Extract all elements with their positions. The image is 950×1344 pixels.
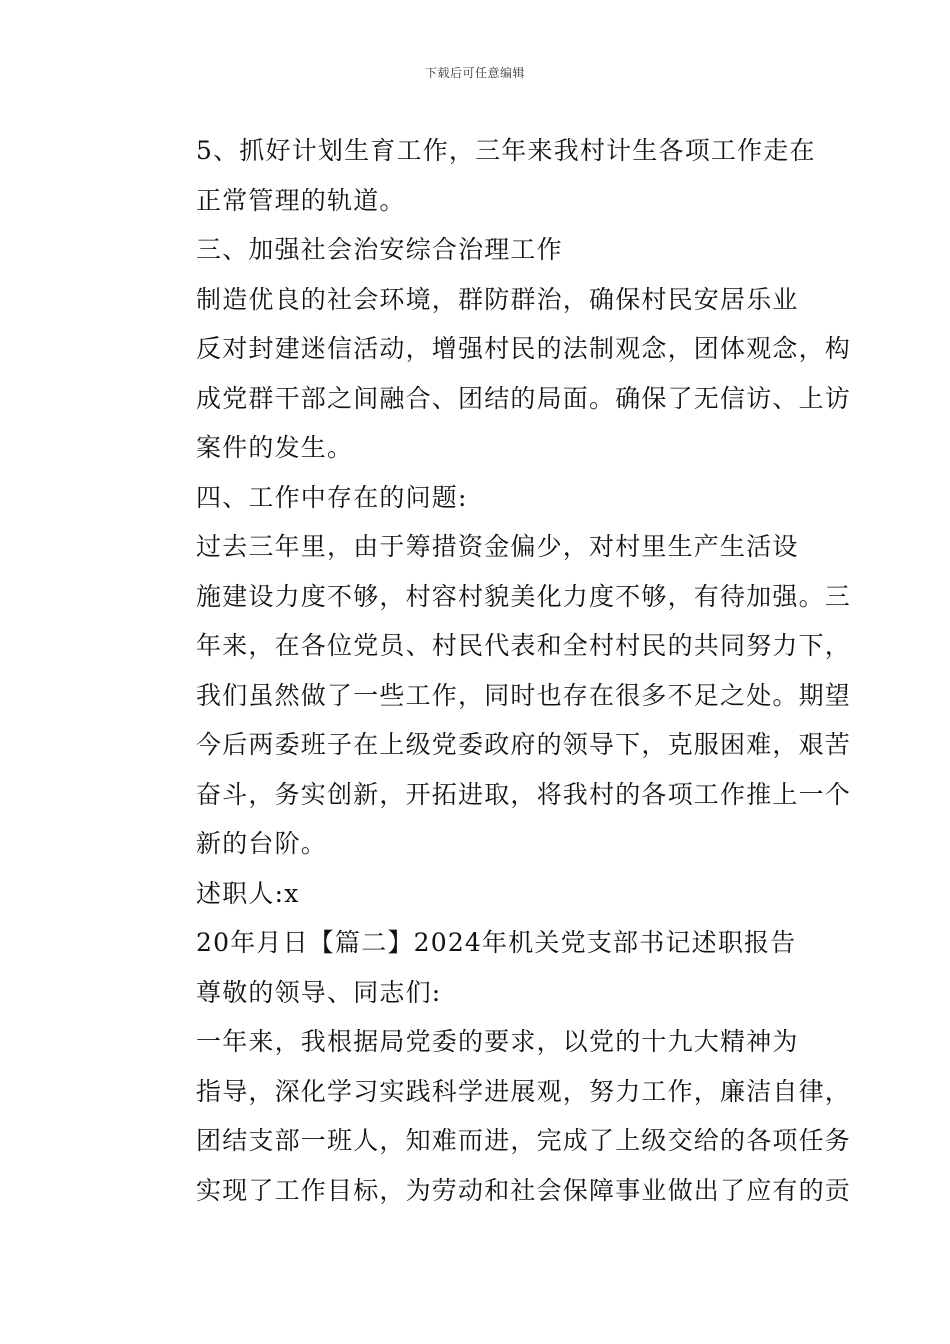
salutation — [146, 968, 810, 1018]
text-line: 20年月日【篇二】2024年机关党支部书记述职报告 — [196, 928, 797, 957]
text-line: 制造优良的社会环境，群防群治，确保村民安居乐业 — [196, 284, 799, 314]
text-line: 实现了工作目标，为劳动和社会保障事业做出了应有的贡 — [196, 1175, 852, 1205]
page-header: 下载后可任意编辑 — [424, 66, 525, 80]
text-line: 述职人:x — [196, 878, 300, 908]
document-body — [146, 126, 852, 1215]
text-line: 三、加强社会治安综合治理工作 — [196, 235, 563, 264]
paragraph-social-environment — [146, 275, 852, 473]
section-heading-public-security — [146, 225, 810, 275]
text-line: 过去三年里，由于筹措资金偏少，对村里生产生活设 — [196, 532, 799, 561]
text-line: 案件的发生。 — [196, 433, 354, 462]
text-line: 新的台阶。 — [196, 829, 328, 858]
text-line: 四、工作中存在的问题: — [196, 482, 468, 512]
paragraph-past-three-years — [146, 522, 852, 869]
text-line: 年来，在各位党员、村民代表和全村村民的共同努力下， — [196, 631, 852, 660]
text-line: 正常管理的轨道。 — [196, 185, 406, 215]
text-line: 施建设力度不够，村容村貌美化力度不够，有待加强。三 — [196, 581, 852, 611]
text-line: 反对封建迷信活动，增强村民的法制观念，团体观念，构 — [196, 334, 852, 363]
text-line: 尊敬的领导、同志们: — [196, 977, 442, 1007]
paragraph-one-year — [146, 1017, 852, 1215]
paragraph-family-planning — [146, 126, 816, 225]
text-line: 奋斗，务实创新，开拓进取，将我村的各项工作推上一个 — [196, 779, 852, 809]
text-line: 我们虽然做了一些工作，同时也存在很多不足之处。期望 — [196, 680, 852, 710]
text-line: 团结支部一班人，知难而进，完成了上级交给的各项任务 — [196, 1126, 852, 1155]
text-line: 指导，深化学习实践科学进展观，努力工作，廉洁自律， — [196, 1076, 852, 1106]
signature-line — [146, 869, 810, 919]
text-line: 今后两委班子在上级党委政府的领导下，克服困难，艰苦 — [196, 730, 852, 759]
text-line: 成党群干部之间融合、团结的局面。确保了无信访、上访 — [196, 383, 852, 413]
date-and-article-title — [146, 918, 810, 968]
text-line: 5、抓好计划生育工作，三年来我村计生各项工作走在 — [196, 136, 816, 165]
section-heading-problems — [146, 473, 810, 523]
text-line: 一年来，我根据局党委的要求，以党的十九大精神为 — [196, 1027, 799, 1056]
